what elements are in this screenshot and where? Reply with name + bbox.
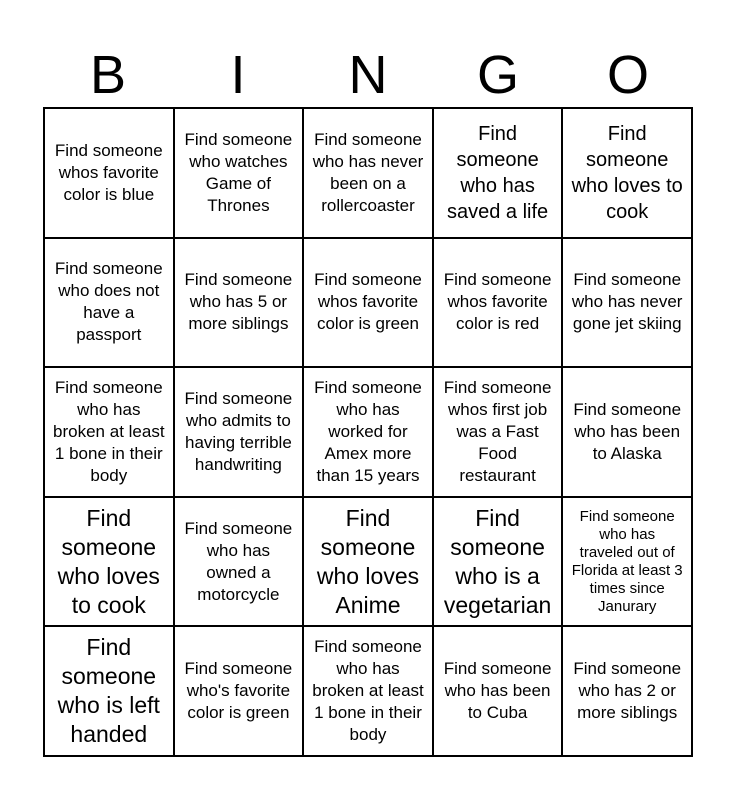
bingo-cell[interactable] — [174, 626, 304, 756]
cell-text: Find someone whos favorite color is green — [314, 270, 422, 334]
bingo-cell[interactable] — [44, 108, 174, 238]
title-letter-i: I — [230, 45, 246, 105]
bingo-cell[interactable] — [562, 497, 692, 627]
bingo-cell[interactable] — [433, 108, 563, 238]
cell-text: Find someone who does not have a passport — [54, 259, 163, 345]
bingo-cell[interactable] — [303, 238, 433, 368]
bingo-cell[interactable] — [562, 626, 692, 756]
bingo-grid — [43, 107, 693, 757]
bingo-cell[interactable] — [44, 626, 174, 756]
cell-text: Find someone whos favorite color is red — [443, 270, 552, 334]
bingo-cell[interactable] — [303, 367, 433, 497]
cell-text: Find someone who is left handed — [57, 634, 160, 748]
bingo-cell[interactable] — [44, 367, 174, 497]
bingo-cell[interactable] — [562, 367, 692, 497]
bingo-cell[interactable] — [44, 238, 174, 368]
title-letter-g: G — [476, 45, 519, 105]
cell-text: Find someone whos first job was a Fast Food restaurant — [443, 377, 552, 485]
cell-text: Find someone who's favorite color is green — [184, 659, 293, 723]
title-letter-o: O — [606, 45, 649, 105]
cell-text: Find someone who has been to Alaska — [573, 399, 682, 463]
cell-text: Find someone whos favorite color is blue — [54, 140, 163, 204]
bingo-cell[interactable] — [433, 626, 563, 756]
cell-text: Find someone who has owned a motorcycle — [184, 518, 293, 604]
cell-text: Find someone who is a vegetarian — [443, 504, 552, 618]
cell-text: Find someone who has 2 or more siblings — [573, 659, 682, 723]
bingo-cell[interactable] — [433, 367, 563, 497]
bingo-cell[interactable] — [174, 367, 304, 497]
cell-text: Find someone who has saved a life — [447, 122, 549, 223]
bingo-cell[interactable] — [303, 108, 433, 238]
cell-text: Find someone who has never gone jet skiing — [571, 270, 683, 334]
bingo-title — [43, 44, 693, 106]
bingo-cell[interactable] — [174, 497, 304, 627]
bingo-cell[interactable] — [44, 497, 174, 627]
bingo-cell[interactable] — [433, 238, 563, 368]
cell-text: Find someone who loves Anime — [316, 504, 420, 618]
title-letter-n: N — [348, 45, 388, 105]
bingo-cell[interactable] — [174, 238, 304, 368]
bingo-cell[interactable] — [562, 108, 692, 238]
cell-text: Find someone who has worked for Amex more than 15 years — [314, 377, 422, 485]
bingo-cell[interactable] — [303, 497, 433, 627]
title-letter-b: B — [89, 45, 127, 105]
cell-text: Find someone who watches Game of Thrones — [184, 129, 293, 215]
cell-text: Find someone who loves to cook — [571, 122, 683, 223]
bingo-cell[interactable] — [174, 108, 304, 238]
cell-text: Find someone who admits to having terrible handwriting — [184, 388, 293, 474]
cell-text: Find someone who has traveled out of Florida at least 3 times since Janurary — [571, 507, 683, 615]
cell-text: Find someone who has broken at least 1 bone in their body — [312, 637, 424, 745]
cell-text: Find someone who has never been on a rollercoaster — [312, 129, 424, 215]
cell-text: Find someone who has broken at least 1 bone in their body — [53, 377, 165, 485]
bingo-cell[interactable] — [562, 238, 692, 368]
cell-text: Find someone who loves to cook — [57, 504, 160, 618]
bingo-cell[interactable] — [303, 626, 433, 756]
bingo-cell[interactable] — [433, 497, 563, 627]
cell-text: Find someone who has been to Cuba — [443, 659, 552, 723]
cell-text: Find someone who has 5 or more siblings — [184, 270, 293, 334]
